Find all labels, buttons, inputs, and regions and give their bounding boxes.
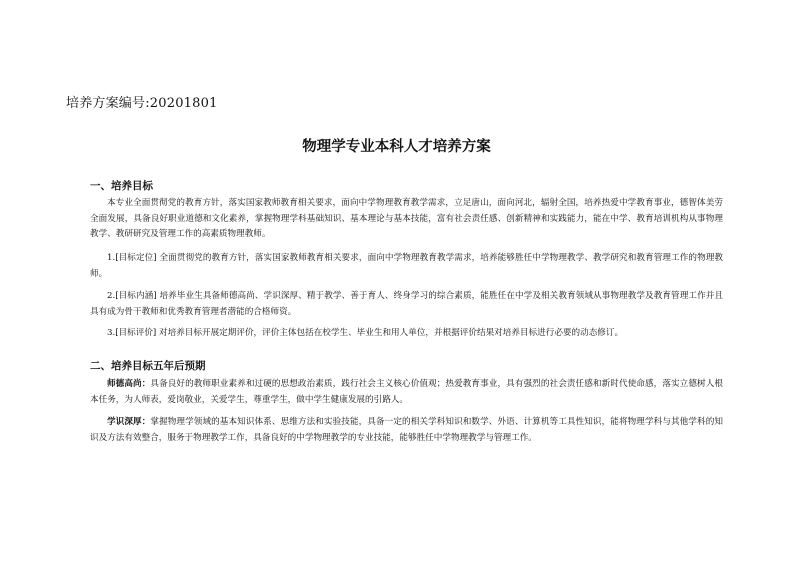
paragraph-text: 1.[目标定位] 全面贯彻党的教育方针，落实国家教师教育相关要求，面向中学物理教育教学需求，培养能够胜任中学物理教学、教学研究和教育管理工作的物理教师。 xyxy=(90,253,723,279)
paragraph-lead: 学识深厚： xyxy=(107,417,151,427)
document-title: 物理学专业本科人才培养方案 xyxy=(302,139,491,155)
paragraph-text: 3.[目标评价] 对培养目标开展定期评价，评价主体包括在校学生、毕业生和用人单位，并根据评价结果对培养目标进行必要的动态修订。 xyxy=(107,328,624,338)
paragraph-knowledge xyxy=(90,415,723,446)
paragraph-text: 具备良好的教师职业素养和过硬的思想政治素质，践行社会主义核心价值观；热爱教育事业，具有强烈的社会责任感和新时代使命感，落实立德树人根本任务，为人师表，爱岗敬业，关爱学生，尊重学生，做中学生健康发展的引路人。 xyxy=(90,379,723,405)
paragraph-goal-connotation xyxy=(90,289,723,320)
paragraph-goal-overview xyxy=(90,196,723,243)
paragraph-text: 本专业全面贯彻党的教育方针，落实国家教师教育相关要求，面向中学物理教育教学需求，立足唐山，面向河北，辐射全国，培养热爱中学教育事业，德智体美劳全面发展，具备良好职业道德和文化素养，掌握物理学科基础知识、基本理论与基本技能，富有社会责任感、创新精神和实践能力，能在中学、教育培训机构从事物理教学、教研研究及管理工作的高素质物理教师。 xyxy=(90,198,723,240)
paragraph-goal-evaluation xyxy=(90,326,723,342)
paragraph-lead: 师德高尚： xyxy=(107,379,151,389)
section-heading-training-goals: 一、培养目标 xyxy=(90,180,153,192)
paragraph-goal-positioning xyxy=(90,251,723,282)
paragraph-ethics xyxy=(90,377,723,408)
paragraph-text: 2.[目标内涵] 培养毕业生具备师德高尚、学识深厚、精于教学、善于育人、终身学习的综合素质，能胜任在中学及相关教育领域从事物理教学及教育管理工作并且具有成为骨干教师和优秀教育管理者潜能的合格师资。 xyxy=(90,291,723,317)
paragraph-text: 掌握物理学领域的基本知识体系、思维方法和实验技能，具备一定的相关学科知识和数学、外语、计算机等工具性知识，能将物理学科与其他学科的知识及方法有效整合，服务于物理教学工作，具备良好的中学物理教学的专业技能，能够胜任中学物理教学与管理工作。 xyxy=(90,417,723,443)
plan-number: 培养方案编号:20201801 xyxy=(66,96,218,111)
section-heading-five-year-expectations: 二、培养目标五年后预期 xyxy=(90,360,206,372)
